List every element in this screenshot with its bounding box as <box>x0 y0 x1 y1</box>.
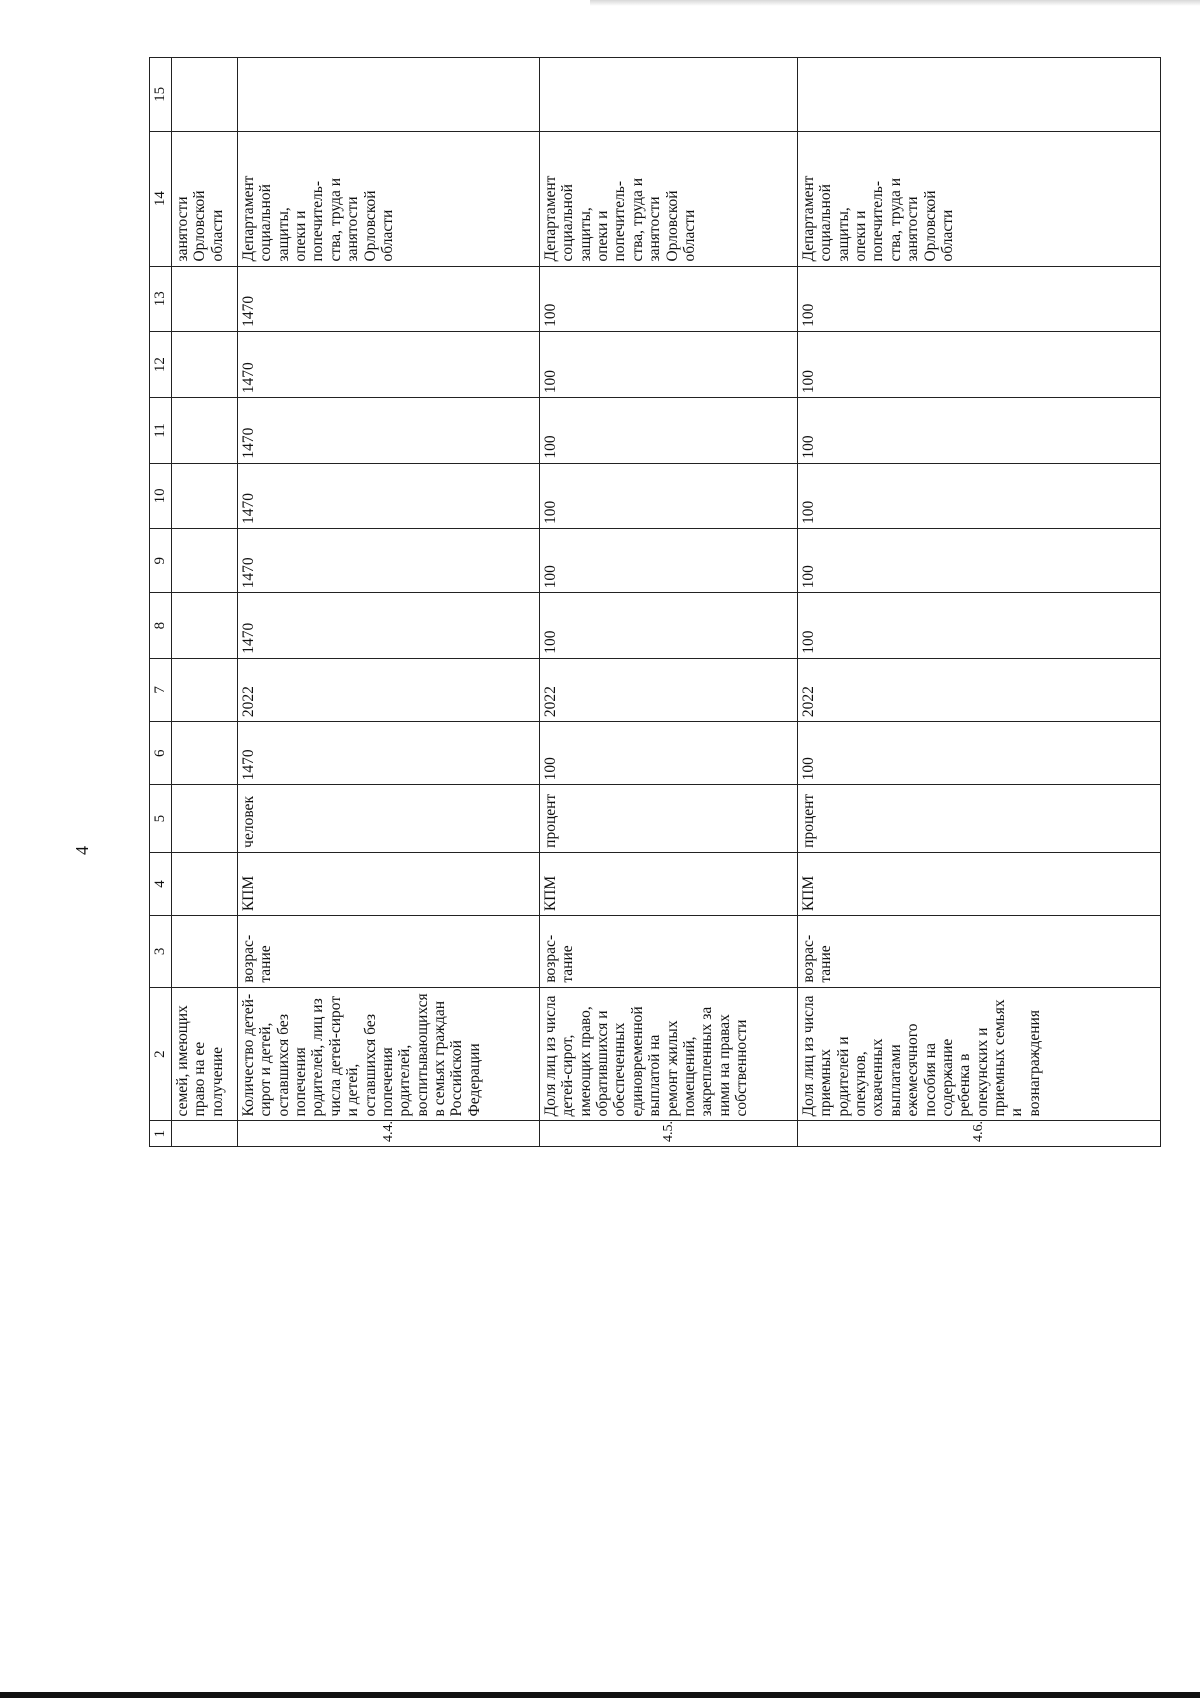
value-cell <box>172 266 238 331</box>
table-row-continuation <box>172 58 238 1147</box>
value-cell: 100 <box>798 331 1161 397</box>
value-cell: 100 <box>540 331 798 397</box>
value-cell <box>172 529 238 593</box>
value-cell: 1470 <box>238 463 540 528</box>
rotated-table-container <box>149 57 1160 1147</box>
indicators-table <box>149 57 1161 1147</box>
value-cell: 100 <box>798 463 1161 528</box>
value-cell: 1470 <box>238 266 540 331</box>
unit-cell <box>172 785 238 852</box>
value-cell: 100 <box>540 463 798 528</box>
executor-cell: занятости Орловской области <box>172 131 238 266</box>
row-number-cell: 4.6. <box>798 1121 1161 1147</box>
type-cell: КПМ <box>238 852 540 915</box>
header-cell: 14 <box>150 131 172 266</box>
value-cell: 100 <box>798 593 1161 658</box>
unit-cell: процент <box>540 785 798 852</box>
executor-cell: Департамент социальной защиты, опеки и попечитель- ства, труда и занятости Орловской области <box>798 131 1161 266</box>
type-cell: КПМ <box>540 852 798 915</box>
row-number-cell <box>172 1121 238 1147</box>
header-cell: 8 <box>150 593 172 658</box>
base-value-cell: 100 <box>540 722 798 785</box>
value-cell <box>172 593 238 658</box>
indicator-name-cell: Доля лиц из числа приемных родителей и опекунов, охваченных выплатами ежемесячного пособия на содержание ребенка в опекунских и приемных семьях и вознаграждения <box>798 987 1161 1121</box>
base-year-cell: 2022 <box>238 658 540 721</box>
row-number-cell: 4.4. <box>238 1121 540 1147</box>
header-cell: 10 <box>150 463 172 528</box>
base-year-cell <box>172 658 238 721</box>
header-cell: 1 <box>150 1121 172 1147</box>
trend-cell: возрас- тание <box>540 916 798 988</box>
indicator-name-cell: семей, имеющих право на ее получение <box>172 987 238 1121</box>
header-cell: 6 <box>150 722 172 785</box>
value-cell: 1470 <box>238 398 540 463</box>
base-value-cell: 1470 <box>238 722 540 785</box>
table-row <box>540 58 798 1147</box>
header-cell: 7 <box>150 658 172 721</box>
page-number: 4 <box>72 846 92 855</box>
value-cell: 100 <box>798 529 1161 593</box>
scan-edge-top <box>590 0 1200 6</box>
trend-cell <box>172 916 238 988</box>
unit-cell: процент <box>798 785 1161 852</box>
header-cell: 3 <box>150 916 172 988</box>
trend-cell: возрас- тание <box>798 916 1161 988</box>
table-row <box>238 58 540 1147</box>
base-year-cell: 2022 <box>540 658 798 721</box>
type-cell: КПМ <box>798 852 1161 915</box>
table-row <box>798 58 1161 1147</box>
value-cell: 100 <box>540 593 798 658</box>
value-cell: 100 <box>798 266 1161 331</box>
value-cell <box>172 398 238 463</box>
value-cell: 100 <box>798 398 1161 463</box>
value-cell: 1470 <box>238 593 540 658</box>
header-cell: 4 <box>150 852 172 915</box>
executor-cell: Департамент социальной защиты, опеки и попечитель- ства, труда и занятости Орловской области <box>540 131 798 266</box>
executor-cell: Департамент социальной защиты, опеки и попечитель- ства, труда и занятости Орловской области <box>238 131 540 266</box>
header-row <box>150 58 172 1147</box>
note-cell <box>238 58 540 132</box>
type-cell <box>172 852 238 915</box>
note-cell <box>798 58 1161 132</box>
header-cell: 5 <box>150 785 172 852</box>
header-cell: 9 <box>150 529 172 593</box>
value-cell: 100 <box>540 266 798 331</box>
row-number-cell: 4.5. <box>540 1121 798 1147</box>
scan-edge-bottom <box>0 1692 1200 1698</box>
header-cell: 12 <box>150 331 172 397</box>
note-cell <box>540 58 798 132</box>
value-cell <box>172 331 238 397</box>
header-cell: 2 <box>150 987 172 1121</box>
header-cell: 13 <box>150 266 172 331</box>
value-cell: 1470 <box>238 331 540 397</box>
indicator-name-cell: Доля лиц из числа детей-сирот, имеющих право, обратившихся и обеспеченных единовременной выплатой на ремонт жилых помещений, закрепленных за ними на правах собственности <box>540 987 798 1121</box>
value-cell: 1470 <box>238 529 540 593</box>
value-cell <box>172 463 238 528</box>
trend-cell: возрас- тание <box>238 916 540 988</box>
header-cell: 11 <box>150 398 172 463</box>
value-cell: 100 <box>540 398 798 463</box>
base-value-cell: 100 <box>798 722 1161 785</box>
header-cell: 15 <box>150 58 172 132</box>
value-cell: 100 <box>540 529 798 593</box>
indicator-name-cell: Количество детей- сирот и детей, оставшихся без попечения родителей, лиц из числа детей-сирот и детей, оставшихся без попечения родителей, воспитывающихся в семьях граждан Российской Федерации <box>238 987 540 1121</box>
unit-cell: человек <box>238 785 540 852</box>
note-cell <box>172 58 238 132</box>
base-year-cell: 2022 <box>798 658 1161 721</box>
base-value-cell <box>172 722 238 785</box>
